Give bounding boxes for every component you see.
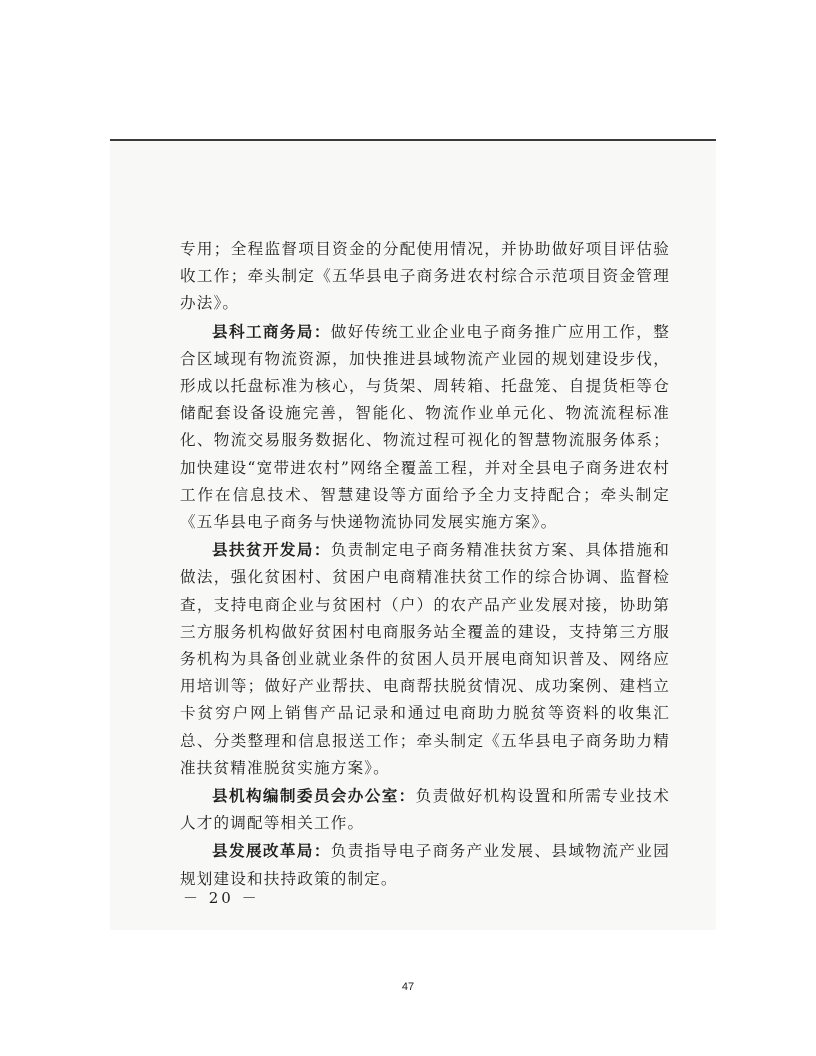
footer-page-number: 47 [401, 981, 415, 993]
paragraph-text: 专用；全程监督项目资金的分配使用情况，并协助做好项目评估验收工作；牵头制定《五华县电子商务进农村综合示范项目资金管理办法》。 [180, 240, 670, 313]
document-body [180, 236, 670, 893]
department-name: 县科工商务局： [212, 321, 331, 341]
paragraph-text: 负责制定电子商务精准扶贫方案、具体措施和做法，强化贫困村、贫困户电商精准扶贫工作的综合协调、监督检查，支持电商企业与贫困村（户）的农产品产业发展对接，协助第三方服务机构做好贫困村电商服务站全覆盖的建设，支持第三方服务机构为具备创业就业条件的贫困人员开展电商知识普及、网络应用培训等；做好产业帮扶、电商帮扶脱贫情况、成功案例、建档立卡贫穷户网上销售产品记录和通过电商助力脱贫等资料的收集汇总、分类整理和信息报送工作；牵头制定《五华县电子商务助力精准扶贫精准脱贫实施方案》。 [180, 541, 670, 777]
paragraph-poverty-alleviation-bureau [180, 536, 670, 782]
paragraph-text: 负责做好机构设置和所需专业技术人才的调配等相关工作。 [180, 787, 670, 833]
top-rule-divider [110, 139, 716, 141]
paragraph-text: 负责指导电子商务产业发展、县域物流产业园规划建设和扶持政策的制定。 [180, 842, 670, 888]
department-name: 县发展改革局： [212, 841, 331, 861]
department-name: 县扶贫开发局： [212, 540, 331, 560]
department-name: 县机构编制委员会办公室： [212, 786, 416, 806]
page-number: － 20 － [183, 889, 260, 907]
paragraph-continuation [180, 236, 670, 318]
paragraph-development-reform-bureau [180, 837, 670, 892]
paragraph-industry-commerce-bureau [180, 318, 670, 537]
paragraph-text: 做好传统工业企业电子商务推广应用工作，整合区域现有物流资源，加快推进县域物流产业园的规划建设步伐，形成以托盘标准为核心，与货架、周转箱、托盘笼、自提货柜等仓储配套设备设施完善，智能化、物流作业单元化、物流流程标准化、物流交易服务数据化、物流过程可视化的智慧物流服务体系；加快建设“宽带进农村”网络全覆盖工程，并对全县电子商务进农村工作在信息技术、智慧建设等方面给予全力支持配合；牵头制定《五华县电子商务与快递物流协同发展实施方案》。 [180, 322, 670, 532]
paragraph-staffing-office [180, 782, 670, 837]
